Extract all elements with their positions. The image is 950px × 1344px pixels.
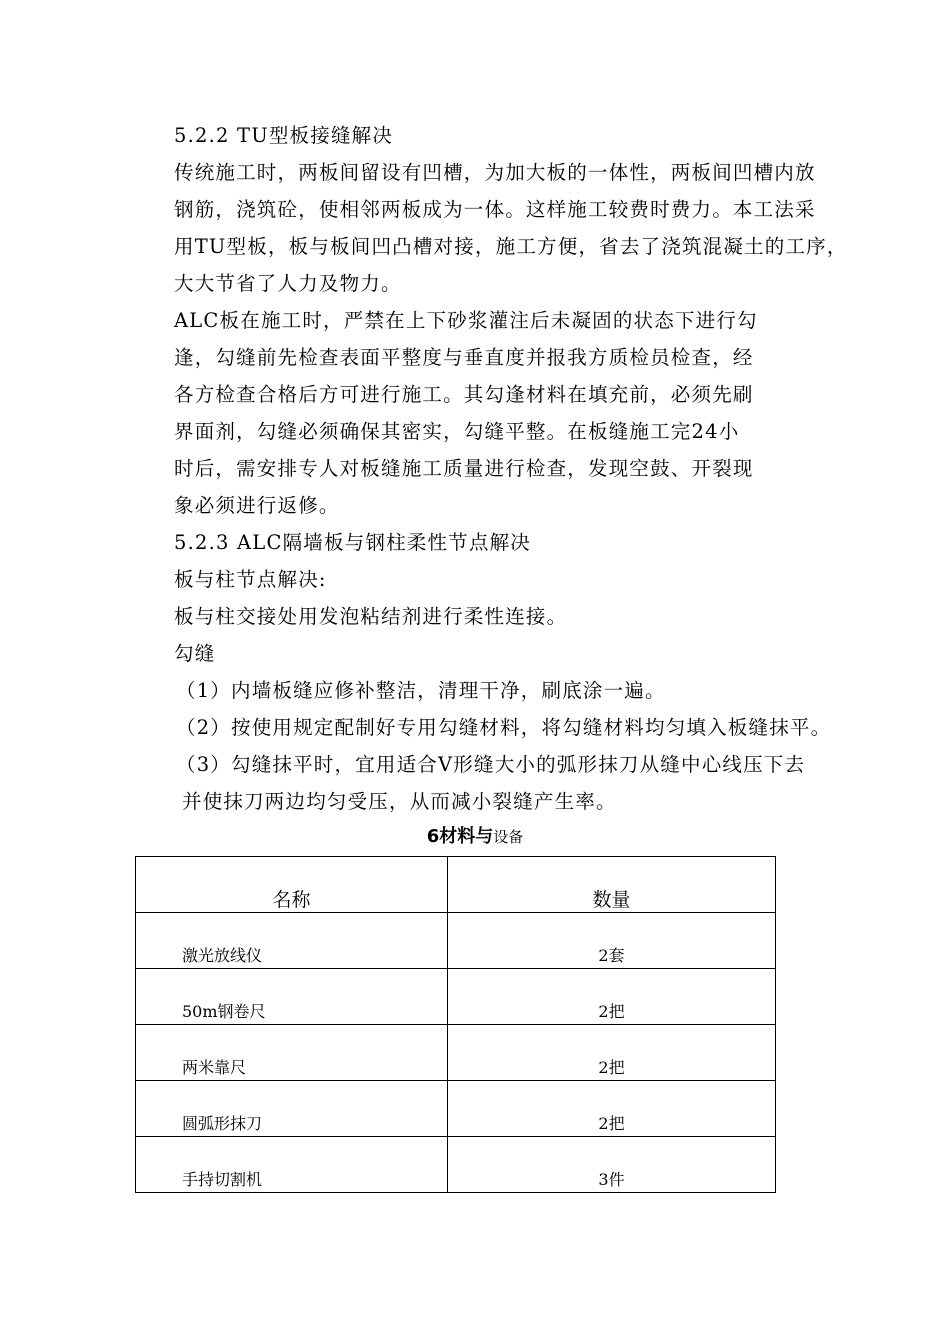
cell-name: 激光放线仪 xyxy=(136,913,448,969)
table-title xyxy=(0,822,950,851)
table-row xyxy=(136,969,776,1025)
materials-table xyxy=(135,856,776,1193)
cell-quantity: 2把 xyxy=(448,1025,776,1081)
column-header-quantity: 数量 xyxy=(448,857,776,913)
list-item: （1）内墙板缝应修补整洁，清理干净，刷底涂一遍。 xyxy=(176,679,666,702)
paragraph-line: 钢筋，浇筑砼，使相邻两板成为一体。这样施工较费时费力。本工法采 xyxy=(174,198,816,221)
section-heading-5-2-2: 5.2.2 TU型板接缝解决 xyxy=(174,124,394,147)
subheading: 勾缝 xyxy=(174,642,216,665)
list-item-continuation: 并使抹刀两边均匀受压，从而减小裂缝产生率。 xyxy=(182,790,617,813)
paragraph-line: 各方检查合格后方可进行施工。其勾逢材料在填充前，必须先刷 xyxy=(174,383,754,406)
paragraph-line: 用TU型板，板与板间凹凸槽对接，施工方便，省去了浇筑混凝土的工序， xyxy=(174,235,848,258)
table-title-rest: 设备 xyxy=(493,828,524,846)
cell-quantity: 2把 xyxy=(448,969,776,1025)
paragraph-line: 界面剂，勾缝必须确保其密实，勾缝平整。在板缝施工完24小 xyxy=(174,420,740,443)
table-row xyxy=(136,913,776,969)
paragraph-line: 板与柱交接处用发泡粘结剂进行柔性连接。 xyxy=(174,605,568,628)
cell-quantity: 3件 xyxy=(448,1137,776,1193)
table-row xyxy=(136,1137,776,1193)
paragraph-line: 传统施工时，两板间留设有凹槽，为加大板的一体性，两板间凹槽内放 xyxy=(174,161,816,184)
cell-name: 50m钢卷尺 xyxy=(136,969,448,1025)
subheading: 板与柱节点解决: xyxy=(174,568,327,591)
table-row xyxy=(136,1025,776,1081)
paragraph-line: ALC板在施工时，严禁在上下砂浆灌注后未凝固的状态下进行勾 xyxy=(174,309,758,332)
cell-quantity: 2套 xyxy=(448,913,776,969)
paragraph-line: 逢，勾缝前先检查表面平整度与垂直度并报我方质检员检查，经 xyxy=(174,346,754,369)
paragraph-line: 象必须进行返修。 xyxy=(174,494,340,517)
cell-name: 手持切割机 xyxy=(136,1137,448,1193)
paragraph-line: 大大节省了人力及物力。 xyxy=(174,272,402,295)
table-title-bold: 6材料与 xyxy=(426,826,494,847)
column-header-name: 名称 xyxy=(136,857,448,913)
table-row xyxy=(136,1081,776,1137)
list-item: （3）勾缝抹平时，宜用适合V形缝大小的弧形抹刀从缝中心线压下去 xyxy=(176,753,806,776)
cell-name: 两米靠尺 xyxy=(136,1025,448,1081)
paragraph-line: 时后，需安排专人对板缝施工质量进行检查，发现空鼓、开裂现 xyxy=(174,457,754,480)
table-header-row xyxy=(136,857,776,913)
cell-name: 圆弧形抹刀 xyxy=(136,1081,448,1137)
list-item: （2）按使用规定配制好专用勾缝材料，将勾缝材料均匀填入板缝抹平。 xyxy=(176,716,832,739)
section-heading-5-2-3: 5.2.3 ALC隔墙板与钢柱柔性节点解决 xyxy=(174,531,531,554)
cell-quantity: 2把 xyxy=(448,1081,776,1137)
